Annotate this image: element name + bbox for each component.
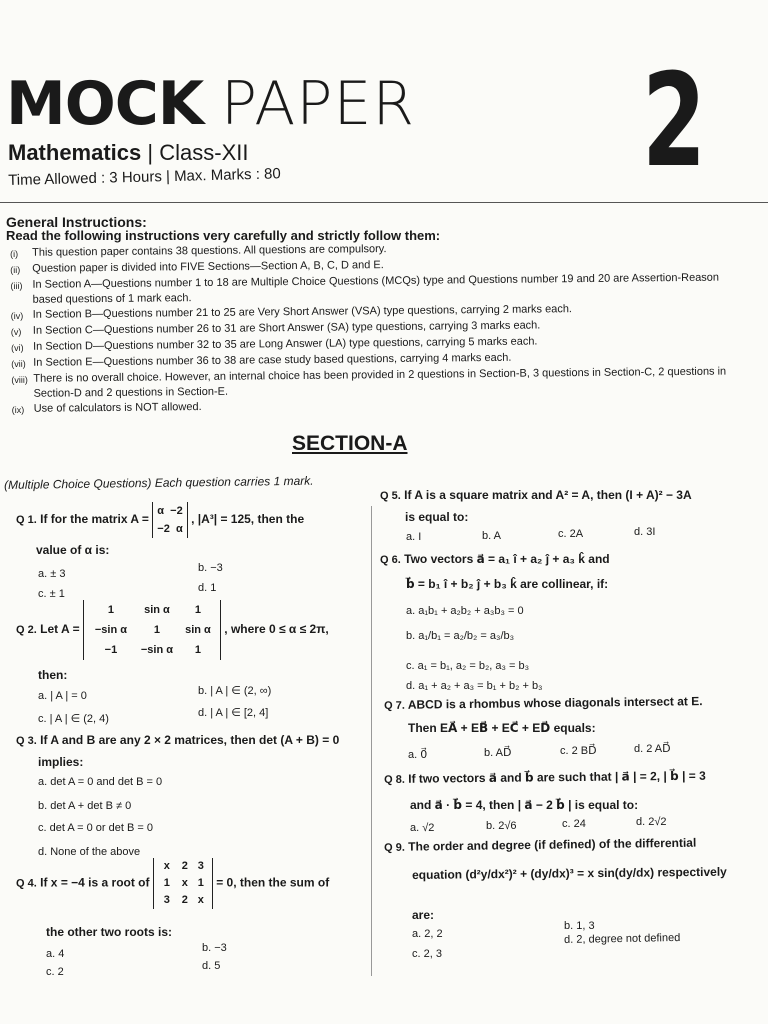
instruction-item: (i) This question paper contains 38 questions. All questions are compulsory.: [10, 243, 387, 259]
instruction-item: (ix) Use of calculators is NOT allowed.: [11, 401, 202, 415]
header-divider: [0, 202, 768, 203]
q7-option-d: d. 2 AD⃗: [634, 743, 671, 755]
question-7: Q 7. ABCD is a rhombus whose diagonals intersect at E.: [384, 694, 703, 712]
q4-option-d: d. 5: [202, 960, 221, 972]
q3-option-a: a. det A = 0 and det B = 0: [38, 776, 163, 788]
question-2-then: then:: [38, 668, 68, 682]
time-allowed: Time Allowed : 3 Hours: [8, 168, 163, 189]
q8-option-d: d. 2√2: [636, 816, 667, 828]
class-name: Class-XII: [159, 140, 249, 165]
q5-option-d: d. 3I: [634, 526, 656, 538]
question-4-line2: the other two roots is:: [46, 925, 172, 939]
question-9-line3: are:: [412, 908, 435, 922]
subject-line: Mathematics | Class-XII: [8, 140, 249, 165]
q8-option-b: b. 2√6: [486, 820, 517, 832]
question-1: Q 1. If for the matrix A = α −2 −2 α , |A³| = 125, then the: [16, 502, 304, 538]
question-1-line2: value of α is:: [36, 543, 110, 557]
q6-option-c: c. a₁ = b₁, a₂ = b₂, a₃ = b₃: [406, 660, 530, 672]
max-marks: Max. Marks : 80: [173, 165, 281, 185]
q9-option-b: b. 1, 3: [564, 920, 595, 932]
question-3-line2: implies:: [38, 755, 84, 769]
q8-option-c: c. 24: [562, 818, 586, 830]
q6-option-b: b. a₁/b₁ = a₂/b₂ = a₃/b₃: [406, 630, 515, 642]
question-2: Q 2. Let A = 1 sin α 1 −sin α 1 sin α −1 −sin α 1 , where 0 ≤ α ≤ 2π,: [16, 600, 329, 660]
question-3: Q 3. If A and B are any 2 × 2 matrices, then det (A + B) = 0: [16, 733, 340, 747]
column-divider: [371, 506, 372, 976]
question-8-line2: and a⃗ · b⃗ = 4, then | a⃗ − 2 b⃗ | is equal to:: [410, 798, 639, 812]
matrix-q2: 1 sin α 1 −sin α 1 sin α −1 −sin α 1: [83, 600, 221, 660]
instruction-item: (iii) In Section A—Questions number 1 to 18 are Multiple Choice Questions (MCQs) type and Questions number 19 and 20 are Assertion-Reason based questions of 1 mark each.: [10, 271, 720, 306]
q7-option-a: a. 0⃗: [408, 749, 428, 761]
q7-option-b: b. AD⃗: [484, 747, 512, 759]
question-6-line2: b⃗ = b₁ î + b₂ ĵ + b₃ k̂ are collinear, if:: [406, 577, 609, 591]
question-8: Q 8. If two vectors a⃗ and b⃗ are such that | a⃗ | = 2, | b⃗ | = 3: [384, 768, 706, 786]
paper-number: 2: [642, 47, 707, 196]
instruction-item: (ii) Question paper is divided into FIVE Sections—Section A, B, C, D and E.: [10, 259, 384, 275]
subject-name: Mathematics: [8, 140, 142, 165]
instruction-item: (iv) In Section B—Questions number 21 to 25 are Very Short Answer (VSA) type questions, carrying 2 marks each.: [10, 303, 573, 321]
instructions-intro: Read the following instructions very carefully and strictly follow them:: [6, 228, 441, 243]
q6-option-a: a. a₁b₁ + a₂b₂ + a₃b₃ = 0: [406, 605, 524, 617]
q9-option-d: d. 2, degree not defined: [564, 931, 681, 946]
q2-option-c: c. | A | ∈ (2, 4): [38, 713, 109, 725]
instructions-list: [10, 238, 737, 418]
q4-option-b: b. −3: [202, 942, 227, 954]
q5-option-a: a. I: [406, 531, 422, 543]
instruction-item: (vii) In Section E—Questions number 36 to 38 are case study based questions, carrying 4 marks each.: [11, 351, 512, 369]
question-9-line2: equation (d²y/dx²)² + (dy/dx)³ = x sin(dy/dx) respectively: [412, 864, 727, 882]
matrix-q1: α −2 −2 α: [152, 502, 187, 538]
meta-line: Time Allowed : 3 Hours | Max. Marks : 80: [8, 165, 281, 189]
q9-option-a: a. 2, 2: [412, 928, 443, 940]
q3-option-d: d. None of the above: [38, 846, 141, 858]
q4-option-a: a. 4: [46, 948, 65, 960]
q4-option-c: c. 2: [46, 966, 64, 978]
instruction-item: (vi) In Section D—Questions number 32 to 35 are Long Answer (LA) type questions, carrying 5 marks each.: [11, 335, 538, 353]
q1-option-a: a. ± 3: [38, 568, 66, 580]
question-7-line2: Then EA⃗ + EB⃗ + EC⃗ + ED⃗ equals:: [408, 721, 596, 735]
question-4: Q 4. If x = −4 is a root of x 2 3 1 x 1 3 2 x = 0, then the sum of: [16, 858, 329, 909]
question-5: Q 5. If A is a square matrix and A² = A, then (I + A)² − 3A: [380, 488, 692, 502]
instruction-item: (v) In Section C—Questions number 26 to 31 are Short Answer (SA) type questions, carrying 3 marks each.: [10, 319, 541, 337]
q1-option-d: d. 1: [198, 582, 217, 594]
q1-option-b: b. −3: [198, 562, 223, 574]
paper-title: [6, 69, 416, 139]
instructions-heading: General Instructions:: [6, 214, 147, 230]
q7-option-c: c. 2 BD⃗: [560, 745, 597, 757]
q3-option-c: c. det A = 0 or det B = 0: [38, 822, 153, 834]
q6-option-d: d. a₁ + a₂ + a₃ = b₁ + b₂ + b₃: [406, 680, 543, 692]
q2-option-d: d. | A | ∈ [2, 4]: [198, 707, 269, 719]
q5-option-b: b. A: [482, 530, 501, 542]
q3-option-b: b. det A + det B ≠ 0: [38, 800, 132, 812]
instruction-item: (viii) There is no overall choice. However, an internal choice has been provided in 2 questions in Section-B, 3 questions in Section-C, 2 questions in Section-D and 2 questions in Section-E.: [11, 365, 727, 400]
question-6: Q 6. Two vectors a⃗ = a₁ î + a₂ ĵ + a₃ k̂ and: [380, 552, 610, 566]
q2-option-a: a. | A | = 0: [38, 690, 87, 702]
matrix-q4: x 2 3 1 x 1 3 2 x: [153, 858, 213, 909]
q5-option-c: c. 2A: [558, 528, 584, 540]
question-9: Q 9. The order and degree (if defined) of the differential: [384, 835, 697, 854]
q9-option-c: c. 2, 3: [412, 948, 442, 960]
section-title: SECTION-A: [292, 432, 408, 455]
q2-option-b: b. | A | ∈ (2, ∞): [198, 685, 272, 697]
q1-option-c: c. ± 1: [38, 588, 65, 600]
section-note: (Multiple Choice Questions) Each question carries 1 mark.: [4, 473, 314, 492]
title-paper: PAPER: [220, 69, 416, 139]
question-5-line2: is equal to:: [405, 510, 469, 524]
title-mock: MOCK: [6, 69, 204, 139]
q8-option-a: a. √2: [410, 822, 435, 834]
